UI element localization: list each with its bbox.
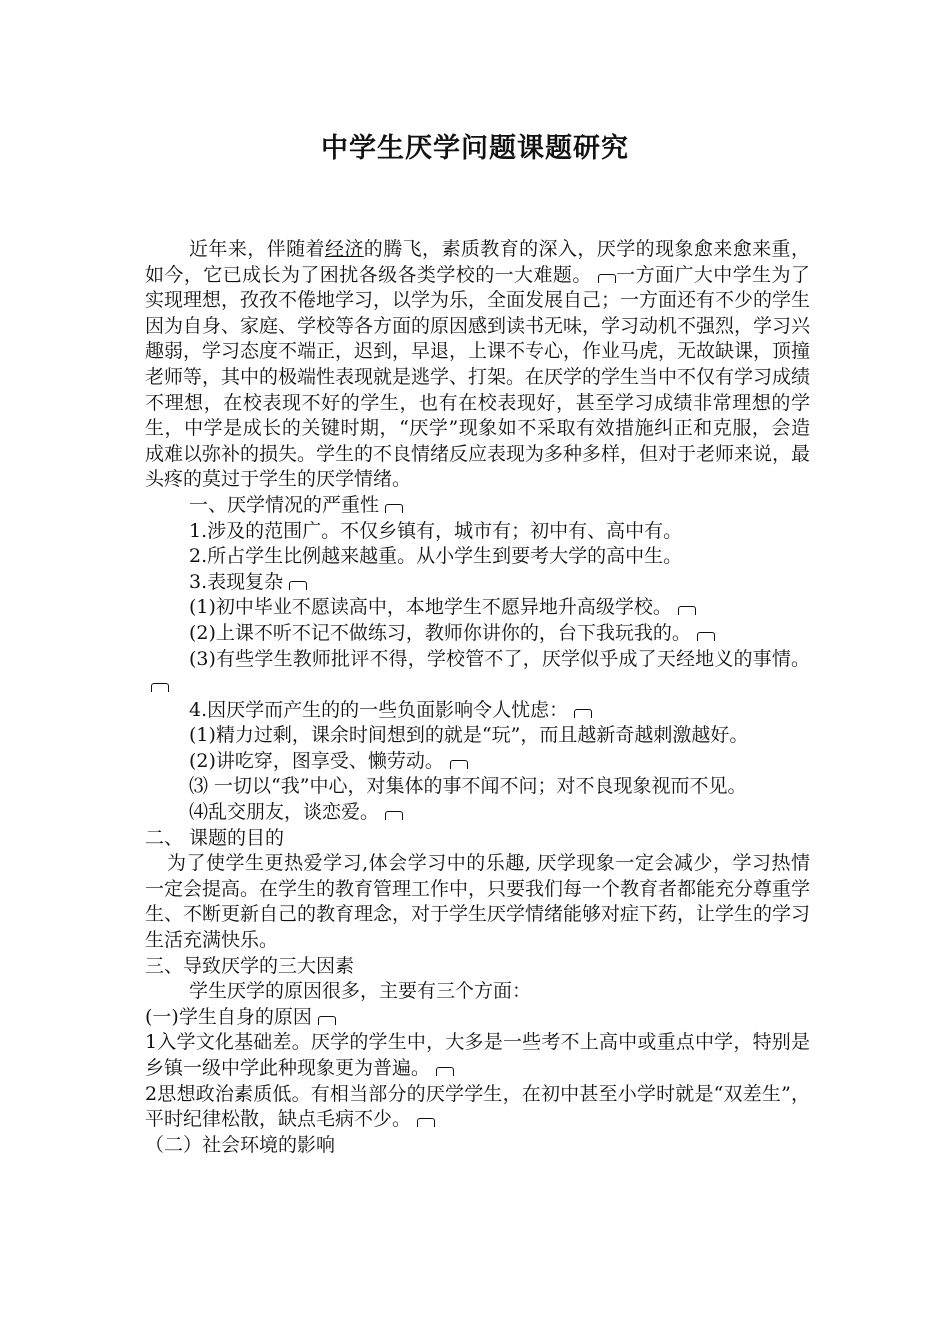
economy-link[interactable]: 经济 — [324, 238, 364, 260]
section1-point-4c: ⑶ 一切以“我”中心，对集体的事不闻不问；对不良现象视而不见。 — [189, 775, 747, 798]
edit-mark-icon — [598, 274, 616, 283]
edit-mark-icon — [417, 1118, 435, 1127]
section1-point-3 — [145, 570, 810, 596]
document-title: 中学生厌学问题课题研究 — [321, 133, 629, 164]
intro-text-c: 一方面广大中学生为了实现理想，孜孜不倦地学习，以学为乐，全面发展自己；一方面还有不少的学生因为自身、家庭、学校等各方面的原因感到读书无味，学习动机不强烈，学习兴趣弱，学习态度不端正，迟到，早退，上课不专心，作业马虎，无故缺课，顶撞老师等，其中的极端性表现就是逃学、打架。在厌学的学生当中不仅有学习成绩不理想，在校表现不好的学生，也有在校表现好，甚至学习成绩非常理想的学生，中学是成长的关键时期，“厌学”现象如不采取有效措施纠正和克服，会造成难以弥补的损失。学生的不良情绪反应表现为多种多样，但对于老师来说，最头疼的莫过于学生的厌学情绪。 — [145, 263, 811, 491]
section1-point-4 — [145, 698, 810, 724]
section1-point-3a-text: (1)初中毕业不愿读高中，本地学生不愿异地升高级学校。 — [189, 596, 672, 619]
section3-paragraph: 学生厌学的原因很多，主要有三个方面： — [189, 980, 532, 1003]
section1-point-3b-text: (2)上课不听不记不做练习，教师你讲你的，台下我玩我的。 — [189, 621, 691, 644]
section1-point-3b — [145, 621, 810, 647]
section1-point-4b — [145, 749, 810, 775]
section1-point-2: 2.所占学生比例越来越重。从小学生到要考大学的高中生。 — [189, 545, 683, 568]
intro-paragraph — [145, 237, 810, 493]
section1-point-3c — [145, 647, 810, 698]
section1-point-3c-text: (3)有些学生教师批评不得，学校管不了，厌学似乎成了天经地义的事情。 — [189, 647, 810, 670]
edit-mark-icon — [289, 581, 307, 590]
section1-point-4d — [145, 800, 810, 826]
edit-mark-icon — [151, 683, 169, 692]
section3-item-2 — [145, 1082, 810, 1133]
edit-mark-icon — [318, 1016, 336, 1025]
section3-item-1 — [145, 1030, 810, 1081]
section3-heading: 三、导致厌学的三大因素 — [145, 954, 355, 977]
section3-subheading-1-text: (一)学生自身的原因 — [145, 1005, 312, 1028]
section1-point-4-text: 4.因厌学而产生的的一些负面影响令人忧虑： — [189, 698, 569, 721]
section3-item-1-text: 1入学文化基础差。厌学的学生中，大多是一些考不上高中或重点中学，特别是乡镇一级中学此种现象更为普遍。 — [145, 1031, 810, 1079]
edit-mark-icon — [574, 709, 592, 718]
document-body — [145, 237, 810, 1158]
edit-mark-icon — [697, 632, 715, 641]
intro-text-a: 近年来，伴随着 — [189, 238, 325, 260]
section3-item-2-text: 2思想政治素质低。有相当部分的厌学学生，在初中甚至小学时就是“双差生”，平时纪律松散，缺点毛病不少。 — [145, 1082, 810, 1131]
edit-mark-icon — [436, 1067, 454, 1076]
edit-mark-icon — [678, 606, 696, 615]
section3-subheading-1 — [145, 1005, 810, 1031]
section1-heading — [145, 493, 810, 519]
section1-point-4d-text: ⑷乱交朋友，谈恋爱。 — [189, 801, 380, 824]
edit-mark-icon — [385, 811, 403, 820]
section3-subheading-2: （二）社会环境的影响 — [145, 1133, 336, 1156]
intro-text-b: 的腾飞，素质教育的深入，厌学的现象愈来愈来重，如今，它已成长为了困扰各级各类学校的一大难题。 — [145, 238, 810, 286]
section1-heading-text: 一、厌学情况的严重性 — [189, 493, 380, 516]
section2-paragraph: 为了使学生更热爱学习,体会学习中的乐趣, 厌学现象一定会减少，学习热情一定会提高。在学生的教育管理工作中，只要我们每一个教育者都能充分尊重学生、不断更新自己的教育理念，对于学生厌学情绪能够对症下药，让学生的学习生活充满快乐。 — [145, 852, 811, 952]
section1-point-4b-text: (2)讲吃穿，图享受、懒劳动。 — [189, 749, 444, 772]
section1-point-4a: (1)精力过剩，课余时间想到的就是“玩”，而且越新奇越刺激越好。 — [189, 724, 749, 747]
section1-point-1: 1.涉及的范围广。不仅乡镇有，城市有；初中有、高中有。 — [189, 519, 683, 542]
section1-point-3a — [145, 595, 810, 621]
section2-heading: 二、 课题的目的 — [145, 826, 285, 849]
section1-point-3-text: 3.表现复杂 — [189, 570, 284, 593]
edit-mark-icon — [450, 760, 468, 769]
edit-mark-icon — [385, 504, 403, 513]
